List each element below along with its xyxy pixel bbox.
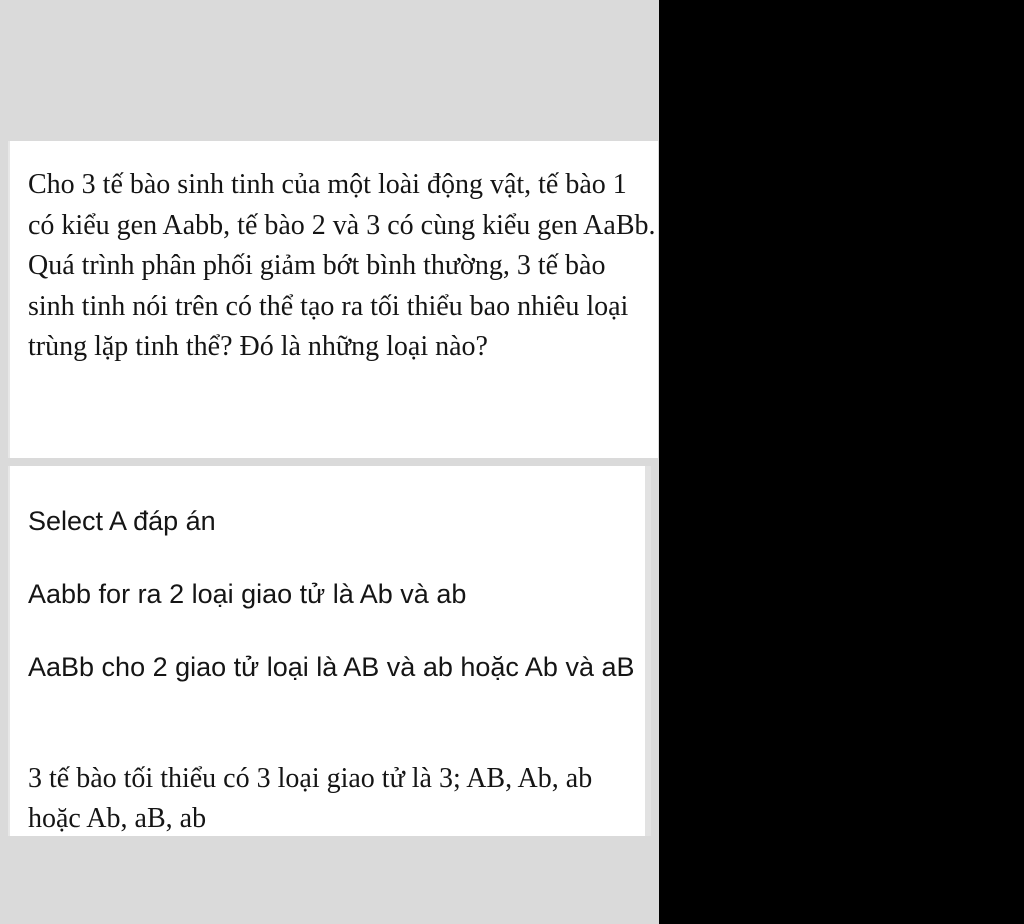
answer-card xyxy=(8,466,651,836)
answer-line-3: 3 tế bào tối thiểu có 3 loại giao tử là 3; AB, Ab, ab hoặc Ab, aB, ab xyxy=(28,763,593,834)
answer-line-1: Aabb for ra 2 loại giao tử là Ab và ab xyxy=(28,579,467,609)
answer-heading: Select A đáp án xyxy=(28,506,216,536)
answer-line-2: AaBb cho 2 giao tử loại là AB và ab hoặc Ab và aB xyxy=(28,652,635,682)
question-text: Cho 3 tế bào sinh tinh của một loài động vật, tế bào 1 có kiểu gen Aabb, tế bào 2 và 3 có cùng kiểu gen AaBb. Quá trình phân phối giảm bớt bình thường, 3 tế bào sinh tinh nói trên có thể tạo ra tối thiểu bao nhiêu loại trùng lặp tinh thể? Đó là những loại nào? xyxy=(28,169,656,362)
right-black-area xyxy=(659,0,1024,924)
question-card xyxy=(8,141,658,458)
